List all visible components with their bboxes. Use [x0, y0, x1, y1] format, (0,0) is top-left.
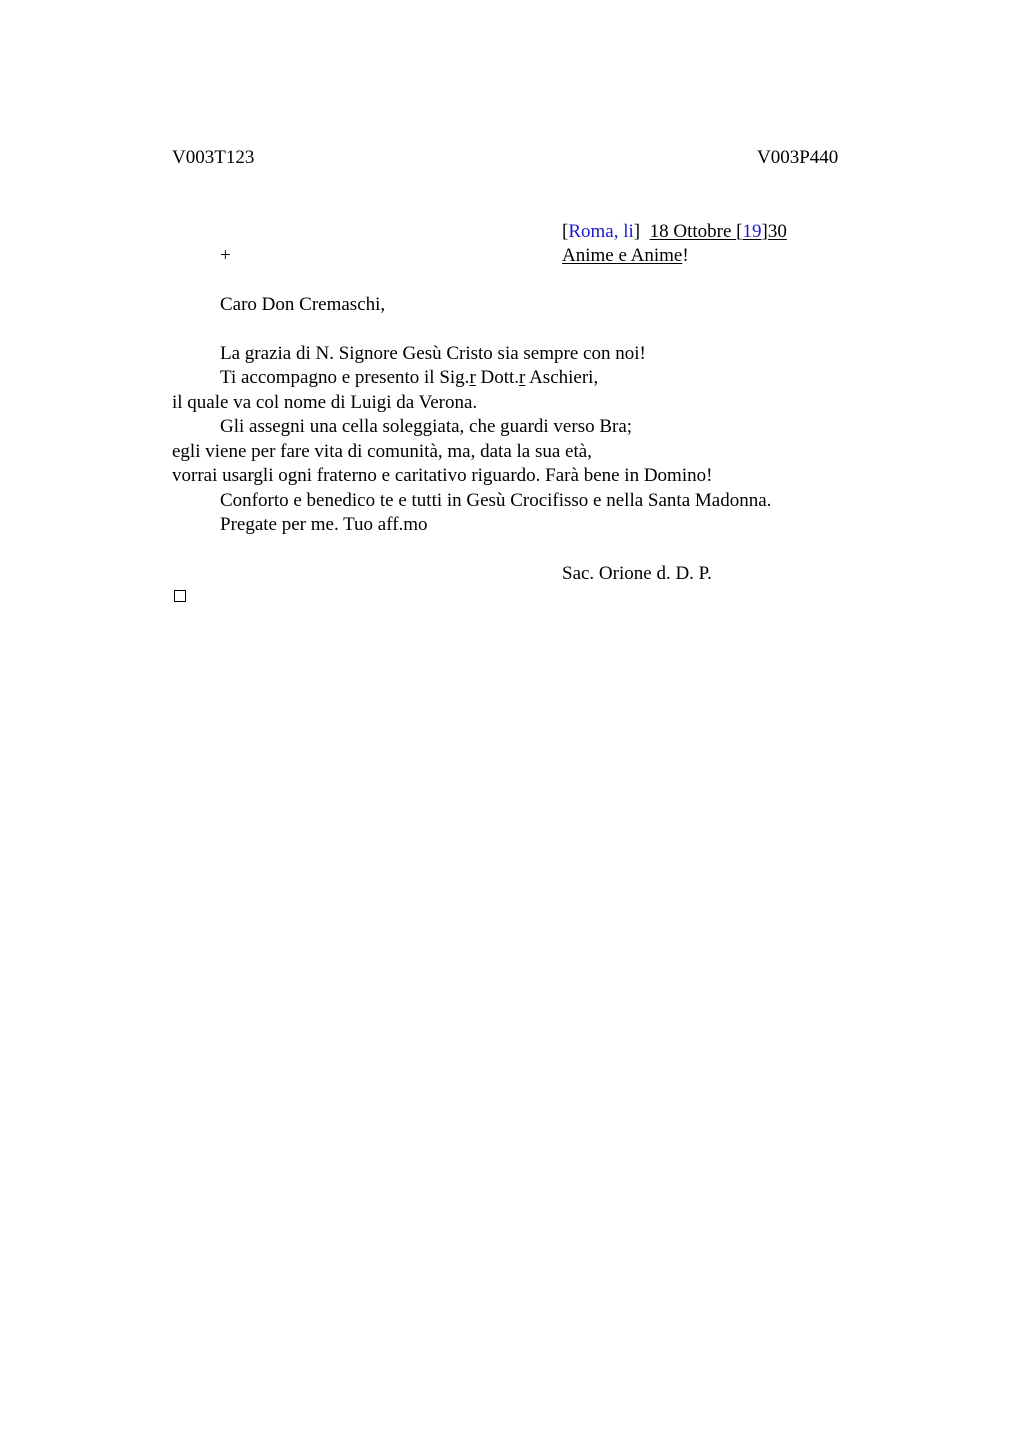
abbrev-sup-r: r [469, 367, 476, 388]
body-line-8: Pregate per me. Tuo aff.mo [220, 514, 428, 535]
body-line-2-part-a: Ti accompagno e presento il Sig. [220, 367, 470, 388]
body-line-7: Conforto e benedico te e tutti in Gesù Crocifisso e nella Santa Madonna. [220, 490, 772, 511]
dateline-close-bracket: ] [633, 221, 641, 242]
motto [562, 244, 689, 268]
cross-symbol: + [220, 245, 231, 266]
body-line-6: vorrai usargli ogni fraterno e caritativo riguardo. Farà bene in Domino! [172, 465, 713, 486]
dateline-year-close-bracket: ] [761, 221, 768, 242]
body-line-2-part-c: Aschieri, [525, 367, 599, 388]
dateline-year-prefix: 19 [742, 221, 762, 242]
document-code-right: V003P440 [757, 147, 839, 168]
body-line-3: il quale va col nome di Luigi da Verona. [172, 392, 478, 413]
body-line-2-part-b: Dott. [475, 367, 520, 388]
document-code-left: V003T123 [172, 147, 255, 168]
motto-text: Anime e Anime [562, 245, 683, 266]
body-line-4: Gli assegni una cella soleggiata, che guardi verso Bra; [220, 416, 633, 437]
signature: Sac. Orione d. D. P. [562, 563, 712, 584]
end-marker-icon [174, 590, 186, 602]
dateline-open-bracket: [ [562, 221, 569, 242]
dateline [562, 220, 787, 244]
abbrev-sup-r: r [519, 367, 526, 388]
dateline-day-month: 18 Ottobre [649, 221, 732, 242]
dateline-date [650, 221, 787, 242]
dateline-year-open-bracket: [ [736, 221, 743, 242]
body-line-2 [220, 366, 598, 390]
motto-punct: ! [682, 245, 689, 266]
body-line-5: egli viene per fare vita di comunità, ma, data la sua età, [172, 441, 592, 462]
dateline-place: Roma, li [568, 221, 634, 242]
salutation: Caro Don Cremaschi, [220, 294, 386, 315]
body-line-1: La grazia di N. Signore Gesù Cristo sia sempre con noi! [220, 343, 646, 364]
dateline-year-suffix: 30 [767, 221, 787, 242]
